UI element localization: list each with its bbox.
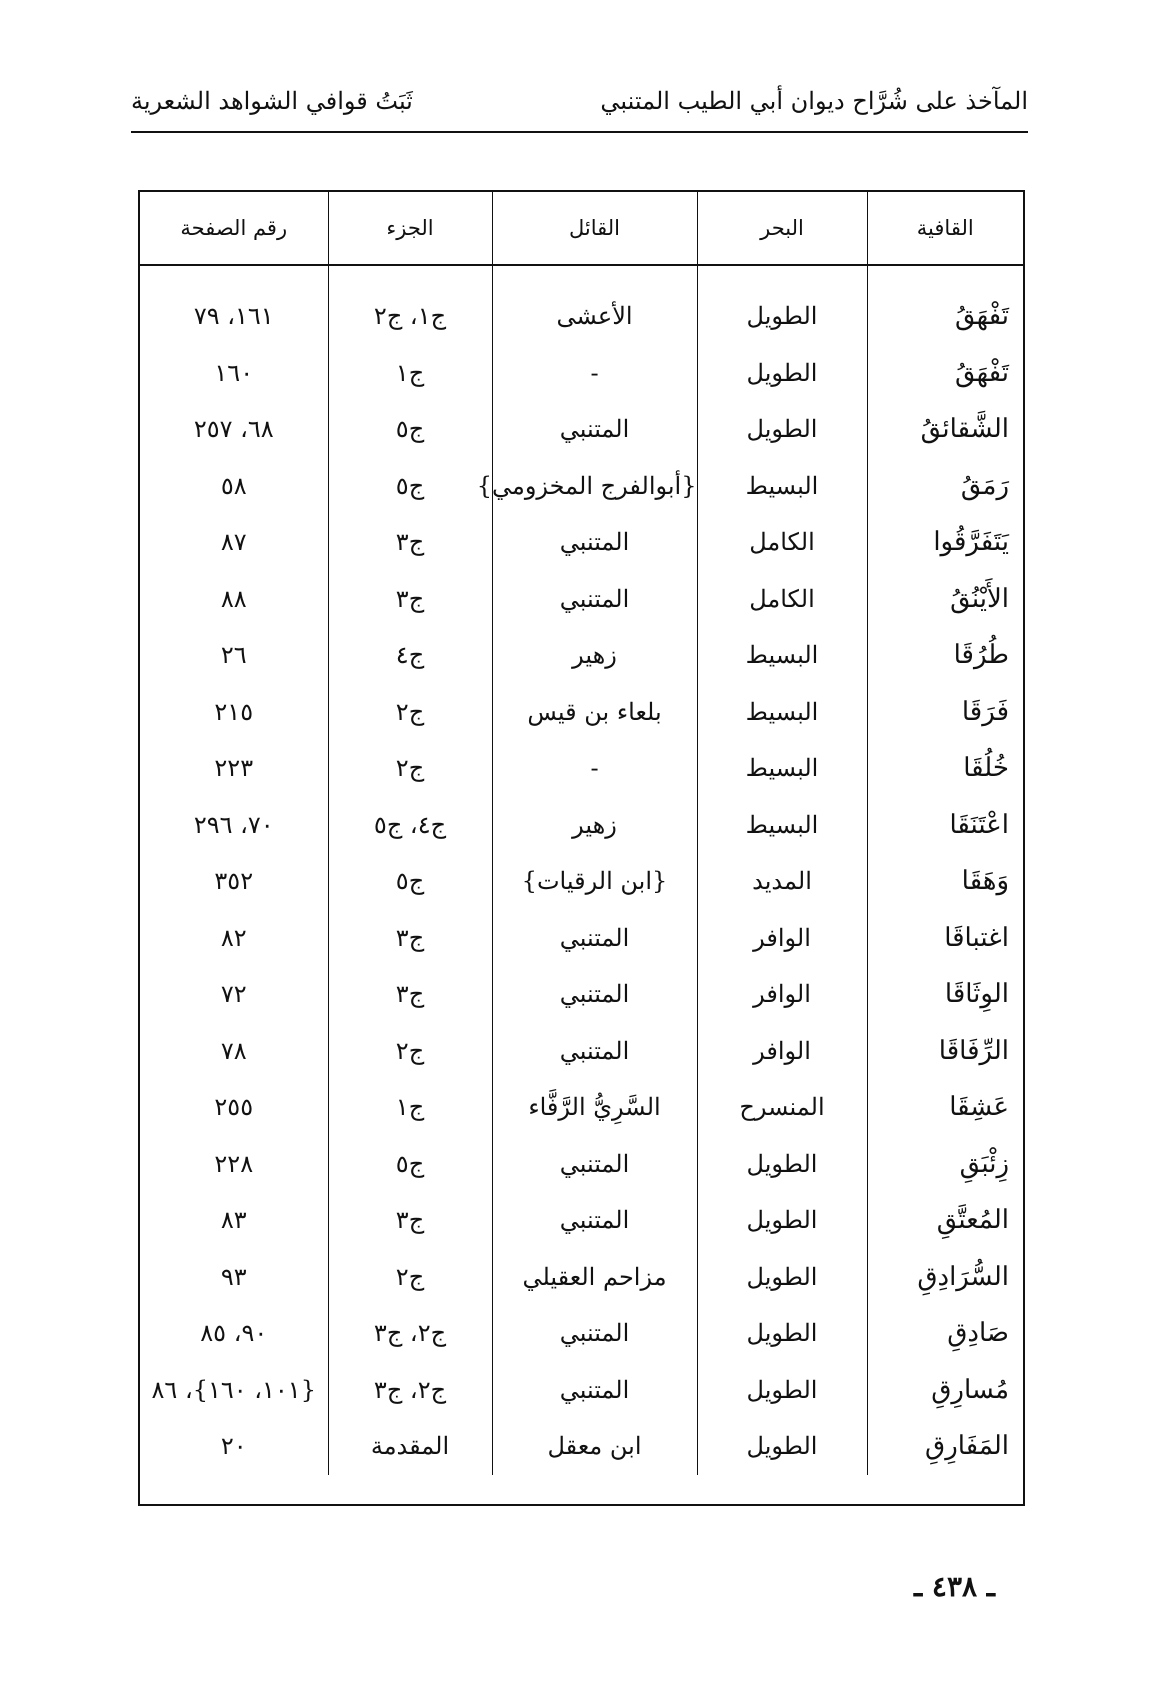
table-row — [140, 797, 1023, 854]
cell-part: ج٣ — [328, 571, 492, 628]
cell-part: ج٣ — [328, 910, 492, 967]
cell-meter: الطويل — [697, 345, 867, 402]
cell-rhyme: طُرُقَا — [867, 627, 1023, 684]
table-row — [140, 627, 1023, 684]
cell-page: ٢٢٣ — [214, 754, 254, 783]
cell-poet: - — [492, 740, 697, 797]
cell-part: ج٥ — [328, 401, 492, 458]
cell-meter: الطويل — [697, 1362, 867, 1419]
cell-meter: البسيط — [697, 684, 867, 741]
page-header — [131, 85, 1028, 133]
cell-part: ج١ — [328, 345, 492, 402]
cell-page: ٧٠، ٢٩٦ — [193, 810, 274, 839]
cell-part: ج٢، ج٣ — [328, 1305, 492, 1362]
table-row — [140, 684, 1023, 741]
cell-rhyme: الأَيْنُقُ — [867, 571, 1023, 628]
cell-part: المقدمة — [328, 1418, 492, 1475]
cell-page: ٥٨ — [220, 471, 247, 500]
table-row — [140, 853, 1023, 910]
table-row — [140, 401, 1023, 458]
page-number: ـ ٤٣٨ ـ — [913, 1570, 995, 1603]
cell-part: ج١، ج٢ — [328, 265, 492, 345]
cell-rhyme: الوِثَاقَا — [867, 966, 1023, 1023]
cell-rhyme: تَفْهَقُ — [867, 265, 1023, 345]
cell-meter: الوافر — [697, 1023, 867, 1080]
cell-page: ٦٨، ٢٥٧ — [193, 415, 274, 444]
cell-part: ج٢ — [328, 1249, 492, 1306]
cell-meter: الكامل — [697, 514, 867, 571]
cell-meter: المديد — [697, 853, 867, 910]
cell-page: ٢٦ — [220, 641, 247, 670]
cell-meter: الطويل — [697, 1136, 867, 1193]
table-row — [140, 345, 1023, 402]
cell-part: ج٥ — [328, 1136, 492, 1193]
cell-poet: المتنبي — [492, 401, 697, 458]
cell-rhyme: رَمَقُ — [867, 458, 1023, 515]
cell-meter: الطويل — [697, 1305, 867, 1362]
cell-page: ٢١٥ — [214, 697, 254, 726]
cell-poet: المتنبي — [492, 571, 697, 628]
cell-meter: البسيط — [697, 797, 867, 854]
column-header-meter: البحر — [697, 192, 867, 265]
book-title: المآخذ على شُرَّاح ديوان أبي الطيب المتنبي — [600, 87, 1028, 115]
cell-part: ج٣ — [328, 514, 492, 571]
cell-poet: السَّرِيُّ الرَّفَّاء — [492, 1079, 697, 1136]
cell-page: {١٠١، ١٦٠}، ٨٦ — [151, 1375, 316, 1404]
table-row — [140, 1136, 1023, 1193]
cell-poet: بلعاء بن قيس — [492, 684, 697, 741]
cell-rhyme: الشَّقائقُ — [867, 401, 1023, 458]
cell-page: ٧٢ — [220, 980, 247, 1009]
section-title: ثَبَتُ قوافي الشواهد الشعرية — [131, 87, 413, 115]
cell-rhyme: مُسارِقِ — [867, 1362, 1023, 1419]
cell-meter: البسيط — [697, 740, 867, 797]
cell-rhyme: صَادِقِ — [867, 1305, 1023, 1362]
cell-meter: الطويل — [697, 1192, 867, 1249]
cell-rhyme: عَشِقَا — [867, 1079, 1023, 1136]
cell-poet: المتنبي — [492, 910, 697, 967]
cell-meter: الوافر — [697, 910, 867, 967]
cell-page: ٢٥٥ — [214, 1093, 254, 1122]
cell-part: ج٢ — [328, 1023, 492, 1080]
cell-page: ٩٠، ٨٥ — [200, 1319, 268, 1348]
table-row — [140, 265, 1023, 345]
cell-poet: المتنبي — [492, 1136, 697, 1193]
cell-rhyme: المُعتَّقِ — [867, 1192, 1023, 1249]
cell-poet: المتنبي — [492, 514, 697, 571]
cell-page: ٧٨ — [220, 1036, 247, 1065]
rhyme-index-table — [140, 192, 1023, 1475]
cell-meter: الطويل — [697, 1418, 867, 1475]
cell-poet: - — [492, 345, 697, 402]
cell-poet: المتنبي — [492, 1192, 697, 1249]
cell-poet: الأعشى — [492, 265, 697, 345]
table-row — [140, 1079, 1023, 1136]
cell-rhyme: اغتباقَا — [867, 910, 1023, 967]
cell-poet: مزاحم العقيلي — [492, 1249, 697, 1306]
table-row — [140, 514, 1023, 571]
cell-page: ٨٢ — [220, 923, 247, 952]
cell-poet: زهير — [492, 627, 697, 684]
column-header-page: رقم الصفحة — [140, 192, 328, 265]
cell-page: ٢٢٨ — [214, 1149, 254, 1178]
cell-meter: الكامل — [697, 571, 867, 628]
cell-poet: زهير — [492, 797, 697, 854]
cell-part: ج١ — [328, 1079, 492, 1136]
cell-page: ٢٠ — [220, 1432, 247, 1461]
table-row — [140, 1305, 1023, 1362]
cell-rhyme: يَتَفَرَّقُوا — [867, 514, 1023, 571]
cell-poet: المتنبي — [492, 1362, 697, 1419]
table-header-row — [140, 192, 1023, 265]
cell-part: ج٢ — [328, 740, 492, 797]
cell-rhyme: الرِّفَاقَا — [867, 1023, 1023, 1080]
cell-poet: المتنبي — [492, 966, 697, 1023]
cell-part: ج٥ — [328, 853, 492, 910]
cell-poet: المتنبي — [492, 1023, 697, 1080]
cell-meter: المنسرح — [697, 1079, 867, 1136]
table-row — [140, 740, 1023, 797]
cell-poet: {أبوالفرج المخزومي} — [492, 458, 697, 515]
cell-part: ج٥ — [328, 458, 492, 515]
cell-meter: الطويل — [697, 401, 867, 458]
cell-page: ٨٧ — [220, 528, 247, 557]
cell-meter: الطويل — [697, 265, 867, 345]
cell-rhyme: اعْتَنَقَا — [867, 797, 1023, 854]
cell-page: ٣٥٢ — [214, 867, 254, 896]
table-row — [140, 1023, 1023, 1080]
cell-part: ج٤ — [328, 627, 492, 684]
cell-meter: البسيط — [697, 627, 867, 684]
table-row — [140, 1362, 1023, 1419]
cell-rhyme: زِئْبَقِ — [867, 1136, 1023, 1193]
cell-poet: {ابن الرقيات} — [492, 853, 697, 910]
table-row — [140, 1418, 1023, 1475]
cell-page: ٨٣ — [220, 1206, 247, 1235]
cell-poet: المتنبي — [492, 1305, 697, 1362]
cell-part: ج٤، ج٥ — [328, 797, 492, 854]
cell-part: ج٢ — [328, 684, 492, 741]
cell-page: ١٦٠ — [214, 358, 254, 387]
cell-rhyme: فَرَقَا — [867, 684, 1023, 741]
cell-rhyme: وَهَقَا — [867, 853, 1023, 910]
cell-part: ج٣ — [328, 1192, 492, 1249]
table-row — [140, 966, 1023, 1023]
table-row — [140, 910, 1023, 967]
table-body — [140, 265, 1023, 1475]
cell-part: ج٣ — [328, 966, 492, 1023]
cell-page: ٨٨ — [220, 584, 247, 613]
cell-part: ج٢، ج٣ — [328, 1362, 492, 1419]
column-header-part: الجزء — [328, 192, 492, 265]
cell-page: ١٦١، ٧٩ — [193, 302, 274, 331]
cell-rhyme: خُلُقَا — [867, 740, 1023, 797]
cell-meter: الوافر — [697, 966, 867, 1023]
table-row — [140, 571, 1023, 628]
table-row — [140, 1192, 1023, 1249]
column-header-rhyme: القافية — [867, 192, 1023, 265]
table-row — [140, 1249, 1023, 1306]
cell-meter: البسيط — [697, 458, 867, 515]
cell-poet: ابن معقل — [492, 1418, 697, 1475]
column-header-poet: القائل — [492, 192, 697, 265]
cell-rhyme: السُّرَادِقِ — [867, 1249, 1023, 1306]
table-row — [140, 458, 1023, 515]
cell-page: ٩٣ — [220, 1262, 247, 1291]
cell-meter: الطويل — [697, 1249, 867, 1306]
cell-rhyme: تَفْهَقُ — [867, 345, 1023, 402]
rhyme-index-table-frame — [138, 190, 1025, 1506]
cell-rhyme: المَفَارِقِ — [867, 1418, 1023, 1475]
